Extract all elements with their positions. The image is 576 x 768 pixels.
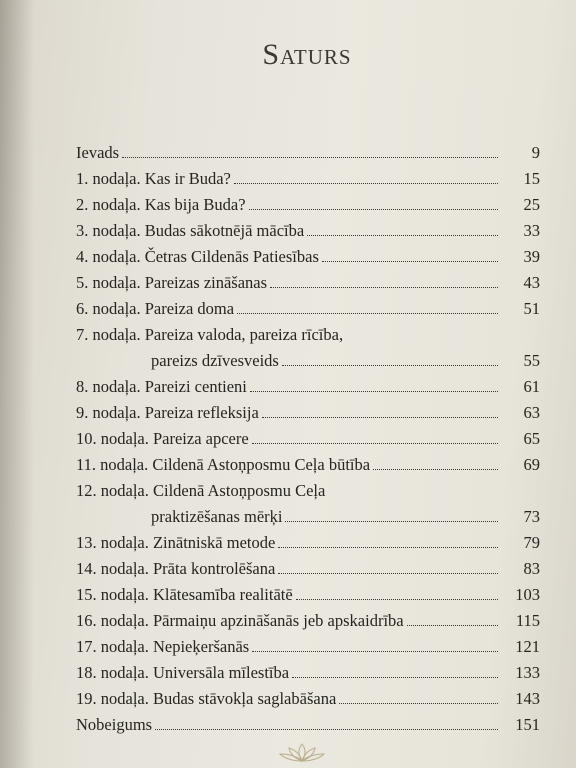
toc-entry [76,244,540,270]
toc-entry [76,166,540,192]
toc-entry-page: 25 [523,195,540,214]
toc-entry-label: 15. nodaļa. Klātesamība realitātē [76,585,293,604]
dot-leader [252,650,498,652]
toc-entry-page: 63 [523,403,540,422]
toc-entry [76,530,540,556]
dot-leader [278,546,498,548]
toc-entry [76,140,540,166]
toc-entry-label: 3. nodaļa. Budas sākotnējā mācība [76,221,305,240]
toc-entry-page: 43 [523,273,540,292]
dot-leader [322,260,498,262]
toc-entry-label: 9. nodaļa. Pareiza refleksija [76,403,259,422]
dot-leader [407,624,498,626]
toc-entry-label: Nobeigums [76,715,153,734]
toc-entry-label: 16. nodaļa. Pārmaiņu apzināšanās jeb apskaidrība [76,611,404,630]
toc-entry-label: 1. nodaļa. Kas ir Buda? [76,169,231,188]
toc-entry-page: 65 [523,429,540,448]
toc-entry-label: 4. nodaļa. Četras Cildenās Patiesības [76,247,319,266]
toc-entry [76,582,540,608]
toc-entry-label: 10. nodaļa. Pareiza apcere [76,429,249,448]
toc-entry-page: 15 [523,169,540,188]
toc-entry-continuation-label: praktizēšanas mērķi [151,507,283,526]
dot-leader [249,208,498,210]
toc-entry [76,634,540,660]
dot-leader [234,182,498,184]
toc-entry [76,452,540,478]
toc-entry-label: 2. nodaļa. Kas bija Buda? [76,195,246,214]
toc-entry [76,426,540,452]
toc-entry-label: 13. nodaļa. Zinātniskā metode [76,533,276,552]
toc-entry-page: 55 [523,351,540,370]
toc-entry [76,608,540,634]
toc-entry-page: 121 [515,637,540,656]
toc-entry-continuation [76,504,540,530]
toc-entry-page: 79 [523,533,540,552]
dot-leader [252,442,498,444]
toc-entry-label: 11. nodaļa. Cildenā Astoņposmu Ceļa būtība [76,455,371,474]
toc-entry-page: 73 [523,507,540,526]
dot-leader [155,728,498,730]
table-of-contents [76,140,540,738]
toc-entry-label: 6. nodaļa. Pareiza doma [76,299,235,318]
dot-leader [292,676,498,678]
toc-entry [76,712,540,738]
dot-leader [262,416,498,418]
dot-leader [237,312,498,314]
toc-entry-page: 61 [523,377,540,396]
toc-entry-label: 19. nodaļa. Budas stāvokļa saglabāšana [76,689,337,708]
toc-entry-label: Ievads [76,143,120,162]
toc-entry [76,400,540,426]
dot-leader [307,234,498,236]
toc-entry-page: 9 [531,143,540,162]
dot-leader [296,598,498,600]
dot-leader [373,468,498,470]
toc-entry-page: 83 [523,559,540,578]
toc-entry-page: 143 [515,689,540,708]
toc-entry-page: 51 [523,299,540,318]
lotus-icon [272,743,332,763]
dot-leader [339,702,498,704]
toc-entry [76,374,540,400]
toc-entry-label: 18. nodaļa. Universāla mīlestība [76,663,290,682]
toc-entry-page: 133 [515,663,540,682]
toc-entry-label: 7. nodaļa. Pareiza valoda, pareiza rīcība, [76,325,344,344]
toc-entry-page: 103 [515,585,540,604]
toc-entry [76,478,540,504]
toc-entry-label: 5. nodaļa. Pareizas zināšanas [76,273,268,292]
dot-leader [285,520,498,522]
toc-entry-continuation [76,348,540,374]
toc-entry [76,270,540,296]
dot-leader [282,364,498,366]
toc-entry-page: 69 [523,455,540,474]
toc-entry-label: 8. nodaļa. Pareizi centieni [76,377,247,396]
toc-entry [76,686,540,712]
toc-entry [76,192,540,218]
spine-shadow [0,0,34,768]
toc-entry-label: 17. nodaļa. Nepieķeršanās [76,637,250,656]
toc-entry-page: 33 [523,221,540,240]
toc-entry [76,660,540,686]
dot-leader [250,390,498,392]
toc-entry [76,218,540,244]
toc-entry-continuation-label: pareizs dzīvesveids [151,351,279,370]
dot-leader [122,156,498,158]
toc-entry [76,556,540,582]
page-title: Saturs [262,38,352,71]
toc-entry-page: 39 [523,247,540,266]
dot-leader [278,572,498,574]
toc-entry-label: 12. nodaļa. Cildenā Astoņposmu Ceļa [76,481,326,500]
toc-entry-page: 151 [515,715,540,734]
dot-leader [270,286,498,288]
toc-entry-page: 115 [515,611,540,630]
toc-entry [76,296,540,322]
toc-entry-label: 14. nodaļa. Prāta kontrolēšana [76,559,276,578]
toc-entry [76,322,540,348]
